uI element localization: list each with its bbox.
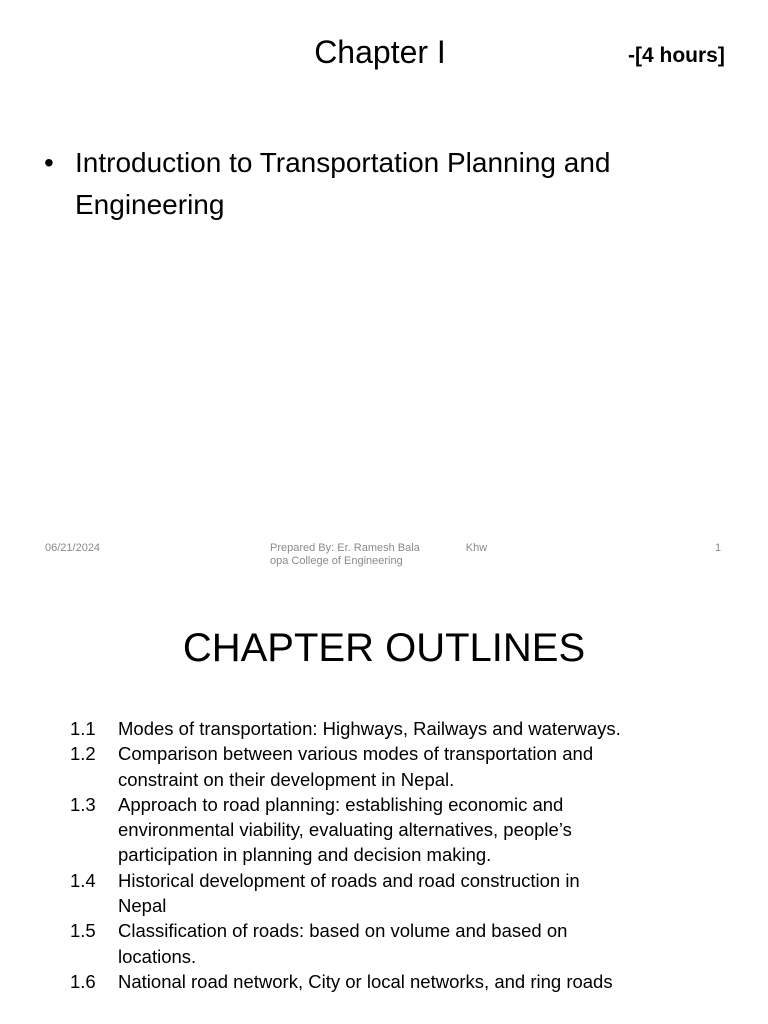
item-number: 1.2 [70,743,96,765]
list-item [44,142,724,226]
outline-list [70,716,630,994]
footer-date: 06/21/2024 [45,542,101,554]
outline-title: CHAPTER OUTLINES [182,626,586,670]
list-item [70,868,630,919]
item-number: 1.4 [70,869,96,891]
list-item [70,918,630,969]
list-item [70,716,630,741]
item-text: Classification of roads: based on volume and based on locations. [118,920,568,967]
item-number: 1.6 [70,970,96,992]
slide-title: Chapter I [314,34,446,70]
list-item [70,969,630,994]
item-number: 1.1 [70,718,96,739]
hours-label: -[4 hours] [628,44,725,67]
item-number: 1.3 [70,793,96,815]
footer-college-line: opa College of Engineering [270,555,403,567]
page-number: 1 [715,542,722,554]
item-text: Modes of transportation: Highways, Railways and waterways. [118,718,621,739]
bullet-icon: • [44,147,54,178]
list-item [70,741,630,792]
item-text: National road network, City or local networks, and ring roads [118,970,613,992]
slide-2 [0,590,768,1024]
list-item [70,792,630,868]
bullet-list [44,142,724,226]
bullet-text: Introduction to Transportation Planning and Engineering [75,147,611,220]
footer-author [270,542,510,568]
item-text: Comparison between various modes of transportation and constraint on their development in Nepal. [118,743,594,790]
item-number: 1.5 [70,920,96,942]
item-text: Approach to road planning: establishing economic and environmental viability, evaluating alternatives, people’s participation in planning and decision making. [118,793,572,866]
footer-author-line: Prepared By: Er. Ramesh Bala Khw [270,542,488,554]
item-text: Historical development of roads and road construction in Nepal [118,869,580,917]
